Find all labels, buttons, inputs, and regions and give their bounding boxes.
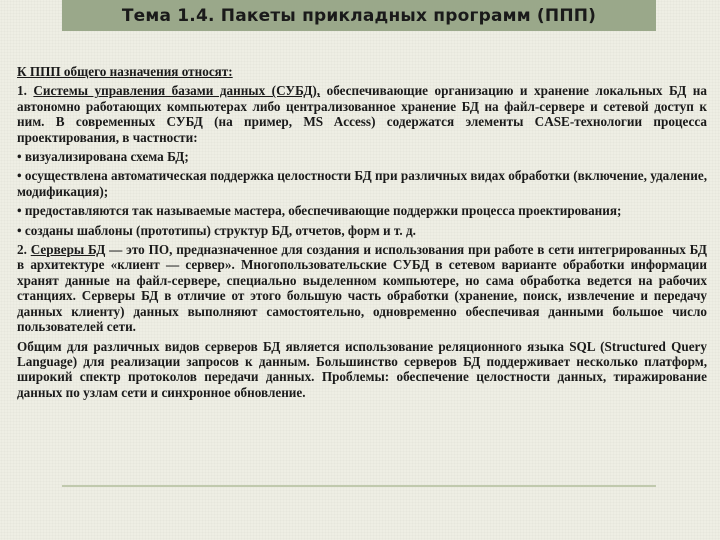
bullet-item: • визуализирована схема БД; bbox=[17, 149, 189, 165]
heading-text: К ППП общего назначения относят: bbox=[17, 64, 233, 79]
title-bar bbox=[62, 0, 656, 31]
bottom-divider bbox=[62, 485, 656, 487]
bullet-item: • созданы шаблоны (прототипы) структур БД, отчетов, форм и т. д. bbox=[17, 222, 416, 238]
db-servers-term: Серверы БД bbox=[30, 242, 106, 258]
paragraph-dbms bbox=[17, 83, 707, 145]
dbms-term: Системы управления базами данных (СУБД), bbox=[33, 83, 321, 99]
p2-number: 2. bbox=[17, 242, 31, 258]
p2-text: — это ПО, предназначенное для создания и использования при работе в сети интегрированных БД в архитектуре «клиент — сервер». Многопользовательские СУБД в сетевом варианте обработки информации хранят данные на файл-сервере, специально выделенном компьютере, но сама обработка ведется на рабочих станциях. Серверы БД в отличие от этого большую часть обработки (хранение, поиск, извлечение и передачу данных клиенту) данных выполняют самостоятельно, одновременно обеспечивая данными большое число пользователей сети. bbox=[17, 242, 707, 335]
p1-number: 1. bbox=[17, 83, 34, 99]
content-heading bbox=[17, 64, 707, 79]
bullet-item: • осуществлена автоматическая поддержка целостности БД при различных видах обработки (включение, удаление, модификация); bbox=[17, 168, 707, 199]
bullet-item: • предоставляются так называемые мастера, обеспечивающие поддержки процесса проектирования; bbox=[17, 203, 622, 219]
paragraph-db-servers bbox=[17, 242, 707, 334]
paragraph-sql: Общим для различных видов серверов БД является использование реляционного языка SQL (Structured Query Language) для реализации запросов к данным. Большинство серверов БД поддерживает несколько платформ, широкий спектр протоколов передачи данных. Проблемы: обеспечение целостности данных, тиражирование данных по узлам сети и синхронное обновление. bbox=[17, 338, 707, 400]
p1-text: обеспечивающие организацию и хранение локальных БД на автономно работающих компьютерах либо централизованное хранение БД на файл-сервере и сетевой доступ к ним. В современных СУБД (на пример, MS Access) содержатся элементы CASE-технологии процесса проектирования, в частности: bbox=[17, 83, 708, 145]
slide-title: Тема 1.4. Пакеты прикладных программ (ППП) bbox=[121, 5, 597, 26]
slide-content bbox=[17, 64, 707, 404]
